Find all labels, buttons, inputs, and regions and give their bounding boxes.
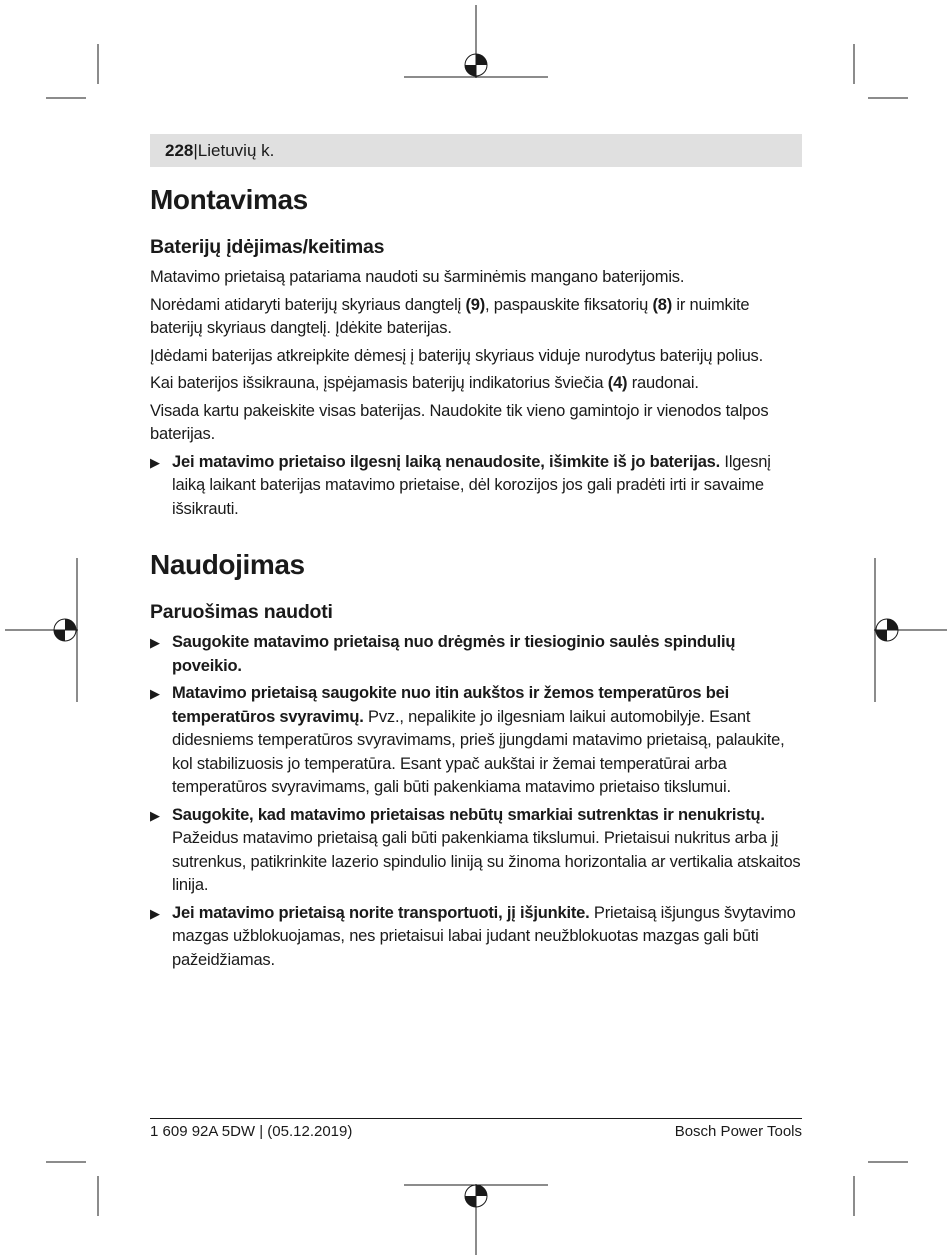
subsection-title-preparation: Paruošimas naudoti — [150, 601, 333, 623]
header-language: Lietuvių k. — [197, 141, 275, 160]
document-code: 1 609 92A 5DW | (05.12.2019) — [150, 1123, 353, 1140]
paragraph: Norėdami atidaryti baterijų skyriaus dangtelį (9), paspauskite fiksatorių (8) ir nuimkite baterijų skyriaus dangtelį. Įdėkite baterijas. — [150, 295, 750, 337]
warning-item: ▶ Jei matavimo prietaisą norite transportuoti, jį išjunkite. Prietaisą išjungus švytavimo mazgas užblokuojamas, nes prietaisui labai judant neužblokuotas mazgas gali būti pažeidžiamas. — [150, 903, 796, 969]
bullet-triangle-icon: ▶ — [150, 807, 160, 823]
reference-number: (9) — [465, 295, 486, 314]
header-separator: | — [193, 141, 198, 160]
brand-name: Bosch Power Tools — [674, 1123, 802, 1140]
subsection-title-batteries: Baterijų įdėjimas/keitimas — [150, 236, 385, 258]
reference-number: (4) — [607, 374, 628, 392]
warning-item: ▶ Matavimo prietaisą saugokite nuo itin aukštos ir žemos temperatūros bei temperatūros svyravimų. Pvz., nepalikite jo ilgesniam laikui automobilyje. Esant didesniems temperatūros svyravimams, prieš įjungdami matavimo prietaisą, palaukite, kol stabilizuosis jo temperatūra. Esant ypač aukštai ir žemai temperatūrai arba temperatūros svyravimams, gali būti pakenkiama matavimo prietaiso tikslumui. — [150, 684, 785, 796]
bullet-triangle-icon: ▶ — [150, 635, 160, 650]
warning-item: ▶ Jei matavimo prietaiso ilgesnį laiką nenaudosite, išimkite iš jo baterijas. Ilgesnį laiką laikant baterijas matavimo prietaise, dėl korozijos jos gali pradėti irti ir savaime išsikrauti. — [150, 452, 771, 518]
section-title-montavimas: Montavimas — [150, 184, 308, 215]
bullet-triangle-icon: ▶ — [150, 905, 160, 921]
reference-number: (8) — [652, 295, 673, 314]
bullet-triangle-icon: ▶ — [150, 454, 160, 470]
page-header — [150, 134, 802, 167]
bullet-triangle-icon: ▶ — [150, 686, 160, 701]
main-content — [150, 180, 802, 976]
section-title-naudojimas: Naudojimas — [150, 549, 305, 580]
paragraph: Visada kartu pakeiskite visas baterijas. Naudokite tik vieno gamintojo ir vienodos talpos baterijas. — [150, 401, 769, 443]
warning-item: ▶ Saugokite, kad matavimo prietaisas nebūtų smarkiai sutrenktas ir nenukristų. Pažeidus matavimo prietaisą gali būti pakenkiama tikslumui. Prietaisui nukritus arba jį sutrenkus, patikrinkite lazerio spindulio liniją su žinoma horizontalia ar vertikalia atskaitos linija. — [150, 805, 801, 894]
page-footer — [150, 1118, 802, 1143]
paragraph: Įdėdami baterijas atkreipkite dėmesį į baterijų skyriaus viduje nurodytus baterijų polius. — [150, 346, 763, 365]
page-number: 228 — [165, 141, 194, 160]
warning-item: ▶ Saugokite matavimo prietaisą nuo drėgmės ir tiesioginio saulės spindulių poveikio. — [150, 633, 736, 675]
paragraph: Kai baterijos išsikrauna, įspėjamasis baterijų indikatorius šviečia (4) raudonai. — [150, 374, 699, 392]
paragraph: Matavimo prietaisą patariama naudoti su šarminėmis mangano baterijomis. — [150, 268, 685, 286]
